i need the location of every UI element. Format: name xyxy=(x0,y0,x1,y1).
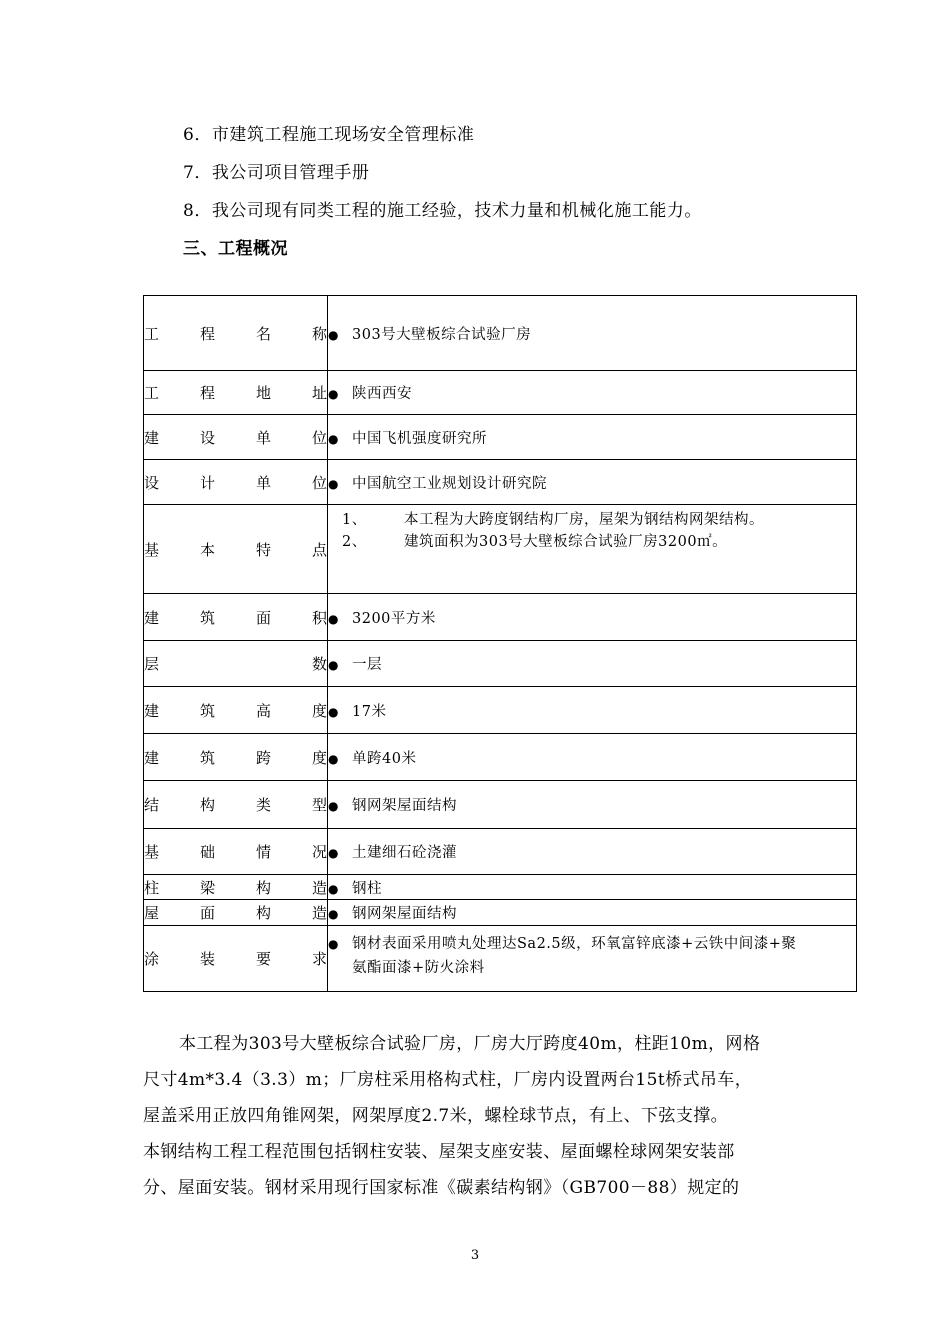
table-row xyxy=(144,900,857,926)
row-label: 屋面构造 xyxy=(144,904,327,922)
bullet-icon: ● xyxy=(328,611,339,626)
table-row xyxy=(144,594,857,641)
row-label: 工程名称 xyxy=(144,324,327,343)
row-value: 17米 xyxy=(352,703,387,720)
table-row xyxy=(144,926,857,992)
row-value: 303号大壁板综合试验厂房 xyxy=(352,326,532,343)
row-value: 钢柱 xyxy=(352,880,382,897)
paragraph-line: 本工程为303号大壁板综合试验厂房，厂房大厅跨度40m，柱距10m，网格 xyxy=(179,1034,761,1054)
bullet-icon: ● xyxy=(328,751,339,766)
row-label: 设计单位 xyxy=(144,473,327,492)
bullet-icon: ● xyxy=(328,907,339,921)
table-row xyxy=(144,829,857,875)
row-label: 基础情况 xyxy=(144,843,327,861)
paragraph-line: 分、屋面安装。钢材采用现行国家标准《碳素结构钢》（GB700－88）规定的 xyxy=(143,1178,740,1198)
basis-item-8: 8．我公司现有同类工程的施工经验，技术力量和机械化施工能力。 xyxy=(183,201,702,221)
row-value: 钢网架屋面结构 xyxy=(352,798,457,814)
bullet-icon: ● xyxy=(328,476,339,491)
row-label: 建筑跨度 xyxy=(144,748,327,767)
bullet-icon: ● xyxy=(328,799,339,813)
paragraph-line: 屋盖采用正放四角锥网架，网架厚度2.7米，螺栓球节点，有上、下弦支撑。 xyxy=(143,1106,729,1126)
row-label: 柱梁构造 xyxy=(144,878,327,897)
bullet-icon: ● xyxy=(328,881,339,896)
row-label: 建筑高度 xyxy=(144,701,327,720)
row-label: 涂装要求 xyxy=(144,950,327,968)
feature-text: 本工程为大跨度钢结构厂房，屋架为钢结构网架结构。 xyxy=(404,512,764,528)
table-row xyxy=(144,781,857,829)
project-overview-table xyxy=(143,295,857,992)
row-label: 结构类型 xyxy=(144,796,327,814)
row-value: 单跨40米 xyxy=(352,750,417,767)
row-value: 中国航空工业规划设计研究院 xyxy=(352,475,547,492)
table-row xyxy=(144,734,857,781)
section-heading: 三、工程概况 xyxy=(183,239,288,259)
bullet-icon: ● xyxy=(328,704,339,719)
row-value: 钢网架屋面结构 xyxy=(352,906,457,922)
table-row xyxy=(144,687,857,734)
paragraph-line: 尺寸4m*3.4（3.3）m；厂房柱采用格构式柱，厂房内设置两台15t桥式吊车， xyxy=(143,1070,753,1090)
feature-item xyxy=(342,531,856,553)
row-value: 钢材表面采用喷丸处理达Sa2.5级，环氧富锌底漆+云铁中间漆+聚 xyxy=(352,936,797,952)
row-value: 一层 xyxy=(352,657,382,673)
row-label: 工程地址 xyxy=(144,384,327,402)
table-row xyxy=(144,641,857,687)
row-value: 陕西西安 xyxy=(352,386,412,402)
feature-number: 2、 xyxy=(342,534,367,550)
row-label: 层数 xyxy=(144,655,327,673)
bullet-icon: ● xyxy=(328,387,339,401)
page-number: 3 xyxy=(470,1248,480,1263)
feature-item xyxy=(342,509,856,531)
table-row xyxy=(144,415,857,460)
bullet-icon: ● xyxy=(328,658,339,672)
feature-text: 建筑面积为303号大壁板综合试验厂房3200㎡。 xyxy=(404,534,728,550)
feature-number: 1、 xyxy=(342,512,367,528)
row-label: 基本特点 xyxy=(144,540,327,559)
basis-item-7: 7．我公司项目管理手册 xyxy=(183,163,370,183)
table-row xyxy=(144,371,857,415)
row-value: 土建细石砼浇灌 xyxy=(352,845,457,861)
row-label: 建筑面积 xyxy=(144,608,327,627)
overview-paragraph xyxy=(143,1026,823,1206)
basis-item-6: 6．市建筑工程施工现场安全管理标准 xyxy=(183,125,475,145)
table-row xyxy=(144,296,857,371)
bullet-icon: ● xyxy=(328,327,339,342)
row-label: 建设单位 xyxy=(144,428,327,447)
table-row xyxy=(144,460,857,505)
paragraph-line: 本钢结构工程工程范围包括钢柱安装、屋架支座安装、屋面螺栓球网架安装部 xyxy=(143,1142,735,1162)
bullet-icon: ● xyxy=(328,937,339,951)
bullet-icon: ● xyxy=(328,846,339,860)
row-value-continued: 氨酯面漆+防火涂料 xyxy=(352,960,485,976)
table-row xyxy=(144,505,857,594)
row-value: 3200平方米 xyxy=(352,610,436,627)
table-row xyxy=(144,875,857,900)
row-value: 中国飞机强度研究所 xyxy=(352,430,487,447)
bullet-icon: ● xyxy=(328,431,339,446)
